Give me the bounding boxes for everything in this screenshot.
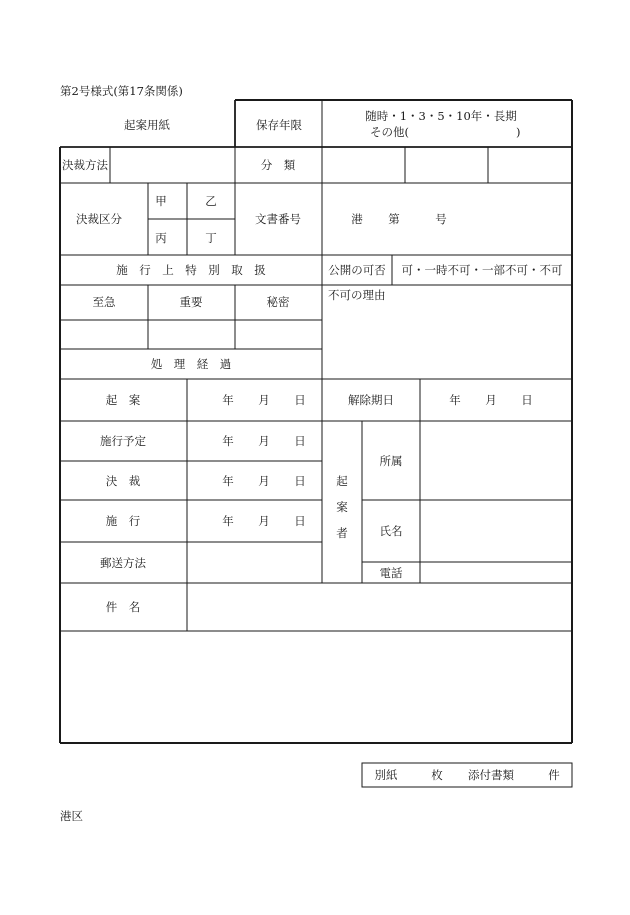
scheduled-month: 月 (258, 433, 270, 448)
draft-day: 日 (294, 392, 306, 407)
scheduled-year: 年 (222, 433, 234, 448)
draft-label: 起 案 (105, 392, 141, 407)
decision-day: 日 (294, 473, 306, 488)
enforcement-year: 年 (222, 513, 234, 528)
attached-documents-label: 添付書類 (468, 767, 514, 782)
retention-options: 随時・1・3・5・10年・長期 (365, 108, 517, 123)
drafter-char-1: 起 (336, 474, 348, 488)
release-year: 年 (449, 392, 461, 407)
drafter-label (335, 468, 349, 546)
division-hei: 丙 (155, 230, 167, 245)
document-number-mid: 第 (388, 211, 400, 226)
secret-label: 秘密 (266, 294, 290, 309)
scheduled-day: 日 (294, 433, 306, 448)
form-title: 起案用紙 (124, 117, 170, 132)
retention-other-close: ) (516, 125, 521, 139)
attachment-items-label: 件 (548, 767, 560, 782)
decision-method-label: 決裁方法 (62, 157, 108, 172)
attachment-sheets-label: 枚 (431, 767, 443, 782)
release-day: 日 (521, 392, 533, 407)
decision-label: 決 裁 (105, 473, 141, 488)
form-caption: 第2号様式(第17条関係) (60, 84, 183, 98)
subject-label: 件 名 (105, 599, 141, 614)
division-tei: 丁 (205, 230, 217, 245)
drafter-char-3: 者 (336, 526, 348, 540)
document-number-suffix: 号 (435, 211, 447, 226)
disclosure-reason-label: 不可の理由 (328, 288, 386, 302)
attachment-separate-label: 別紙 (374, 767, 398, 782)
draft-month: 月 (258, 392, 270, 407)
decision-month: 月 (258, 473, 270, 488)
document-number-label: 文書番号 (255, 211, 301, 226)
document-number-prefix: 港 (351, 211, 363, 226)
process-history-label: 処 理 経 過 (150, 356, 232, 371)
scheduled-label: 施行予定 (100, 433, 146, 448)
category-label: 分 類 (260, 157, 296, 172)
retention-other-open: その他( (370, 125, 409, 139)
retention-label: 保存年限 (256, 117, 302, 132)
enforcement-day: 日 (294, 513, 306, 528)
mailing-method-label: 郵送方法 (100, 555, 146, 570)
release-month: 月 (485, 392, 497, 407)
enforcement-month: 月 (258, 513, 270, 528)
disclosure-options: 可・一時不可・一部不可・不可 (401, 262, 563, 277)
division-ko: 甲 (155, 193, 167, 208)
draft-year: 年 (222, 392, 234, 407)
decision-division-label: 決裁区分 (76, 211, 122, 226)
division-otsu: 乙 (205, 193, 217, 208)
enforcement-label: 施 行 (105, 513, 141, 528)
special-handling-label: 施 行 上 特 別 取 扱 (116, 262, 266, 277)
urgent-label: 至急 (92, 294, 116, 309)
name-label: 氏名 (379, 523, 403, 538)
ward-name: 港区 (60, 809, 83, 823)
affiliation-label: 所属 (379, 453, 403, 468)
phone-label: 電話 (379, 565, 403, 580)
drafter-char-2: 案 (336, 500, 348, 514)
disclosure-label: 公開の可否 (328, 262, 386, 277)
important-label: 重要 (179, 294, 203, 309)
release-date-label: 解除期日 (348, 392, 394, 407)
decision-year: 年 (222, 473, 234, 488)
